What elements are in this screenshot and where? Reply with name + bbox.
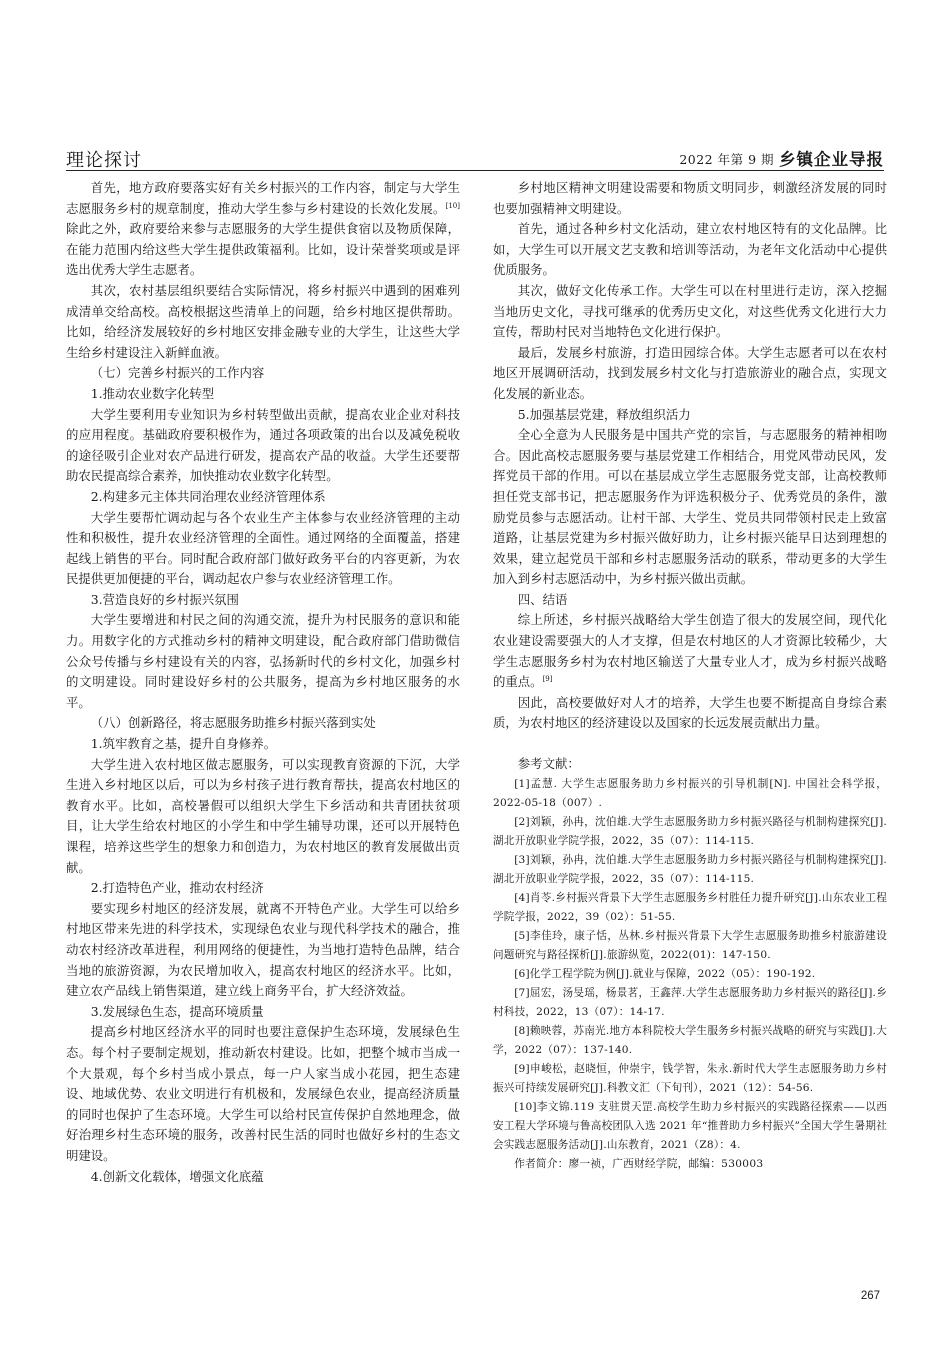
reference-item: [3]刘颖，孙冉，沈伯雄.大学生志愿服务助力乡村振兴路径与机制构建探究[J].湖北开放职业学院学报，2022，35（07）：114-115. xyxy=(493,853,887,885)
reference-item: [10]李文锦.119 支驻贯天罡.高校学生助力乡村振兴的实践路径探索——以西安工程大学环境与鲁高校团队入选 2021 年“推普助力乡村振兴”全国大学生暑期社会实践志愿服务活动[J].山东教育，2021（Z8）：4. xyxy=(493,1100,887,1151)
right-paragraph xyxy=(493,610,887,692)
right-paragraph xyxy=(493,281,887,343)
paragraph-text: 4.创新文化载体，增强文化底蕴 xyxy=(90,1168,264,1184)
paragraph-text: 大学生要帮忙调动起与各个农业生产主体参与农业经济管理的主动性和积极性，提升农业经济管理的全面性。通过网络的全面覆盖，搭建起线上销售的平台。同时配合政府部门做好政务平台的内容更新，为农民提供更加便捷的平台，调动起农户参与农业经济管理工作。 xyxy=(66,509,460,587)
left-heading xyxy=(66,1002,460,1023)
left-heading xyxy=(66,713,460,734)
citation-mark: [9] xyxy=(542,675,553,684)
left-paragraph xyxy=(66,899,460,1002)
paragraph-text: 大学生进入农村地区做志愿服务，可以实现教育资源的下沉，大学生进入乡村地区以后，可以为乡村孩子进行教育帮扶，提高农村地区的教育水平。比如，高校暑假可以组织大学生下乡活动和共青团扶贫项目，让大学生给农村地区的小学生和中学生辅导功课，还可以开展特色课程，培养这些学生的想象力和创造力，为农村地区的教育发展做出贡献。 xyxy=(66,756,460,875)
paragraph-text: 5.加强基层党建，释放组织活力 xyxy=(517,406,691,422)
paragraph-text: 2.打造特色产业，推动农村经济 xyxy=(90,880,264,896)
reference-item: [4]肖苓.乡村振兴背景下大学生志愿服务乡村胜任力提升研究[J].山东农业工程学院学报，2022，39（02）：51-55. xyxy=(493,891,887,923)
left-paragraph xyxy=(66,755,460,879)
paragraph-text: 因此，高校要做好对人才的培养，大学生也要不断提高自身综合素质，为农村地区的经济建设以及国家的长远发展贡献出力量。 xyxy=(493,694,887,731)
reference-item: [5]李佳玲，康子恬，丛林.乡村振兴背景下大学生志愿服务助推乡村旅游建设问题研究与路径探析[J].旅游纵览，2022(01)：147-150. xyxy=(493,929,887,961)
left-paragraph xyxy=(66,281,460,363)
paragraph-text: 四、结语 xyxy=(517,591,568,607)
section-title: 理论探讨 xyxy=(66,150,142,171)
page-header xyxy=(66,146,884,171)
reference-list xyxy=(493,775,887,1155)
paragraph-text: 1.推动农业数字化转型 xyxy=(90,385,215,401)
reference-item: [9]申峻松，赵晓恒，仲崇宇，钱学智，朱永.新时代大学生志愿服务助力乡村振兴可持续发展研究[J].科教文汇（下旬刊），2021（12）：54-56. xyxy=(493,1062,887,1094)
right-paragraph xyxy=(493,425,887,590)
right-paragraph xyxy=(493,219,887,281)
paragraph-text: （八）创新路径，将志愿服务助推乡村振兴落到实处 xyxy=(90,715,376,731)
left-heading xyxy=(66,487,460,508)
journal-name: 乡镇企业导报 xyxy=(779,150,884,169)
reference-item: [7]屈宏，汤旻瑶，杨景茗，王鑫萍.大学生志愿服务助力乡村振兴的路径[J].乡村科技，2022，13（07）：14-17. xyxy=(493,986,887,1018)
left-paragraph xyxy=(66,610,460,713)
paragraph-text: 首先，通过各种乡村文化活动，建立农村地区特有的文化品牌。比如，大学生可以开展文艺支教和培训等活动，为老年文化活动中心提供优质服务。 xyxy=(493,221,887,278)
issue-label: 2022 年第 9 期 xyxy=(679,152,774,167)
left-heading xyxy=(66,878,460,899)
reference-item: [6]化学工程学院为例[J].就业与保障，2022（05）：190-192. xyxy=(514,967,816,980)
paragraph-text: 最后，发展乡村旅游，打造田园综合体。大学生志愿者可以在农村地区开展调研活动，找到发展乡村文化与打造旅游业的融合点，实现文化发展的新业态。 xyxy=(493,344,887,401)
left-paragraph xyxy=(66,178,460,281)
right-paragraph xyxy=(493,178,887,219)
paragraph-text: 2.构建多元主体共同治理农业经济管理体系 xyxy=(90,488,326,504)
paragraph-text: 大学生要增进和村民之间的沟通交流，提升为村民服务的意识和能力。用数字化的方式推动乡村的精神文明建设，配合政府部门借助微信公众号传播与乡村建设有关的内容，弘扬新时代的乡村文化，加强乡村的文明建设。同时建设好乡村的公共服务，提高为乡村地区服务的水平。 xyxy=(66,612,460,710)
right-heading xyxy=(493,590,887,611)
right-column-body xyxy=(493,178,887,734)
left-paragraph xyxy=(66,1022,460,1166)
paragraph-text: 3.发展绿色生态，提高环境质量 xyxy=(90,1003,264,1019)
references-title: 参考文献： xyxy=(517,756,580,772)
paragraph-text: 首先，地方政府要落实好有关乡村振兴的工作内容，制定与大学生志愿服务乡村的规章制度，推动大学生参与乡村建设的长效化发展。 xyxy=(66,180,460,216)
paragraph-text: 大学生要利用专业知识为乡村转型做出贡献，提高农业企业对科技的应用程度。基础政府要积极作为，通过各项政策的出台以及减免税收的途径吸引企业对农产品进行研发，提高农产品的收益。大学生还要帮助农民提高综合素养，加快推动农业数字化转型。 xyxy=(66,406,460,484)
right-paragraph xyxy=(493,343,887,405)
right-heading xyxy=(493,405,887,426)
reference-item: [1]孟慧. 大学生志愿服务助力乡村振兴的引导机制[N]. 中国社会科学报，2022-05-18（007）. xyxy=(493,777,887,809)
paragraph-text: 其次，做好文化传承工作。大学生可以在村里进行走访，深入挖掘当地历史文化，寻找可继承的优秀历史文化，对这些优秀文化进行大力宣传，帮助村民对当地特色文化进行保护。 xyxy=(493,282,887,340)
paragraph-text: 乡村地区精神文明建设需要和物质文明同步，刺激经济发展的同时也要加强精神文明建设。 xyxy=(493,180,887,216)
citation-mark: [10] xyxy=(445,201,460,210)
paragraph-text: （七）完善乡村振兴的工作内容 xyxy=(90,365,265,381)
paragraph-text: 提高乡村地区经济水平的同时也要注意保护生态环境，发展绿色生态。每个村子要制定规划，推动新农村建设。比如，把整个城市当成一个大景观，每个乡村当成小景点，每一户人家当成小花园，把生态建设、地域优势、农业文明进行有机极和，发展绿色农业，提高经济质量的同时也保护了生态环境。大学生可以给村民宣传保护自然地理念，做好治理乡村生态环境的服务，改善村民生活的同时也做好乡村的生态文明建设。 xyxy=(66,1024,460,1163)
paragraph-text: 综上所述，乡村振兴战略给大学生创造了很大的发展空间，现代化农业建设需要强大的人才支撑，但是农村地区的人才资源比较稀少，大学生志愿服务乡村为农村地区输送了大量专业人才，成为乡村振兴战略的重点。 xyxy=(493,612,887,690)
left-heading xyxy=(66,384,460,405)
right-paragraph xyxy=(493,693,887,734)
references xyxy=(493,754,887,1174)
paragraph-text-continued: 除此之外，政府要给来参与志愿服务的大学生提供食宿以及物质保障，在能力范围内给这些大学生提供政策福利。比如，设计荣誉奖项或是评选出优秀大学生志愿者。 xyxy=(66,221,460,278)
left-heading xyxy=(66,1167,460,1188)
reference-item: [2]刘颖，孙冉，沈伯雄.大学生志愿服务助力乡村振兴路径与机制构建探究[J].湖北开放职业学院学报，2022，35（07）：114-115. xyxy=(493,815,887,847)
paragraph-text: 3.营造良好的乡村振兴氛围 xyxy=(90,591,239,607)
page-number: 267 xyxy=(860,1290,880,1302)
paragraph-text: 要实现乡村地区的经济发展，就离不开特色产业。大学生可以给乡村地区带来先进的科学技术，实现绿色农业与现代科学技术的融合，推动农村经济改革进程，利用网络的便捷性，为当地打造特色品牌，结合当地的旅游资源，为农民增加收入，提高农村地区的经济水平。比如，建立农产品线上销售渠道，建立线上商务平台，扩大经济效益。 xyxy=(66,900,460,999)
paragraph-text: 1.筑牢教育之基，提升自身修养。 xyxy=(90,736,277,752)
reference-item: [8]赖映蓉，苏南光.地方本科院校大学生服务乡村振兴战略的研究与实践[J].大学，2022（07）：137-140. xyxy=(493,1024,887,1056)
right-column xyxy=(493,178,887,1174)
left-heading xyxy=(66,590,460,611)
paragraph-text: 其次，农村基层组织要结合实际情况，将乡村振兴中遇到的困难列成清单交给高校。高校根据这些清单上的问题，给乡村地区提供帮助。比如，给经济发展较好的乡村地区安排金融专业的大学生，让这些大学生给乡村建设注入新鲜血液。 xyxy=(66,282,460,360)
left-heading xyxy=(66,363,460,384)
left-heading xyxy=(66,734,460,755)
left-paragraph xyxy=(66,405,460,487)
left-paragraph xyxy=(66,508,460,590)
paragraph-text: 全心全意为人民服务是中国共产党的宗旨，与志愿服务的精神相吻合。因此高校志愿服务要与基层党建工作相结合，用党风带动民风，发挥党员干部的作用。可以在基层成立学生志愿服务党支部，让高校教师担任党支部书记，把志愿服务作为评选积极分子、优秀党员的条件，激励党员参与志愿活动。让村干部、大学生、党员共同带领村民走上致富道路，让基层党建为乡村振兴做好助力，让乡村振兴能早日达到理想的效果，建立起党员干部和乡村志愿服务活动的联系，带动更多的大学生加入到乡村志愿活动中，为乡村振兴做出贡献。 xyxy=(493,427,887,587)
left-column xyxy=(66,178,460,1187)
author-info: 作者简介：廖一祯，广西财经学院，邮编：530003 xyxy=(514,1157,764,1170)
